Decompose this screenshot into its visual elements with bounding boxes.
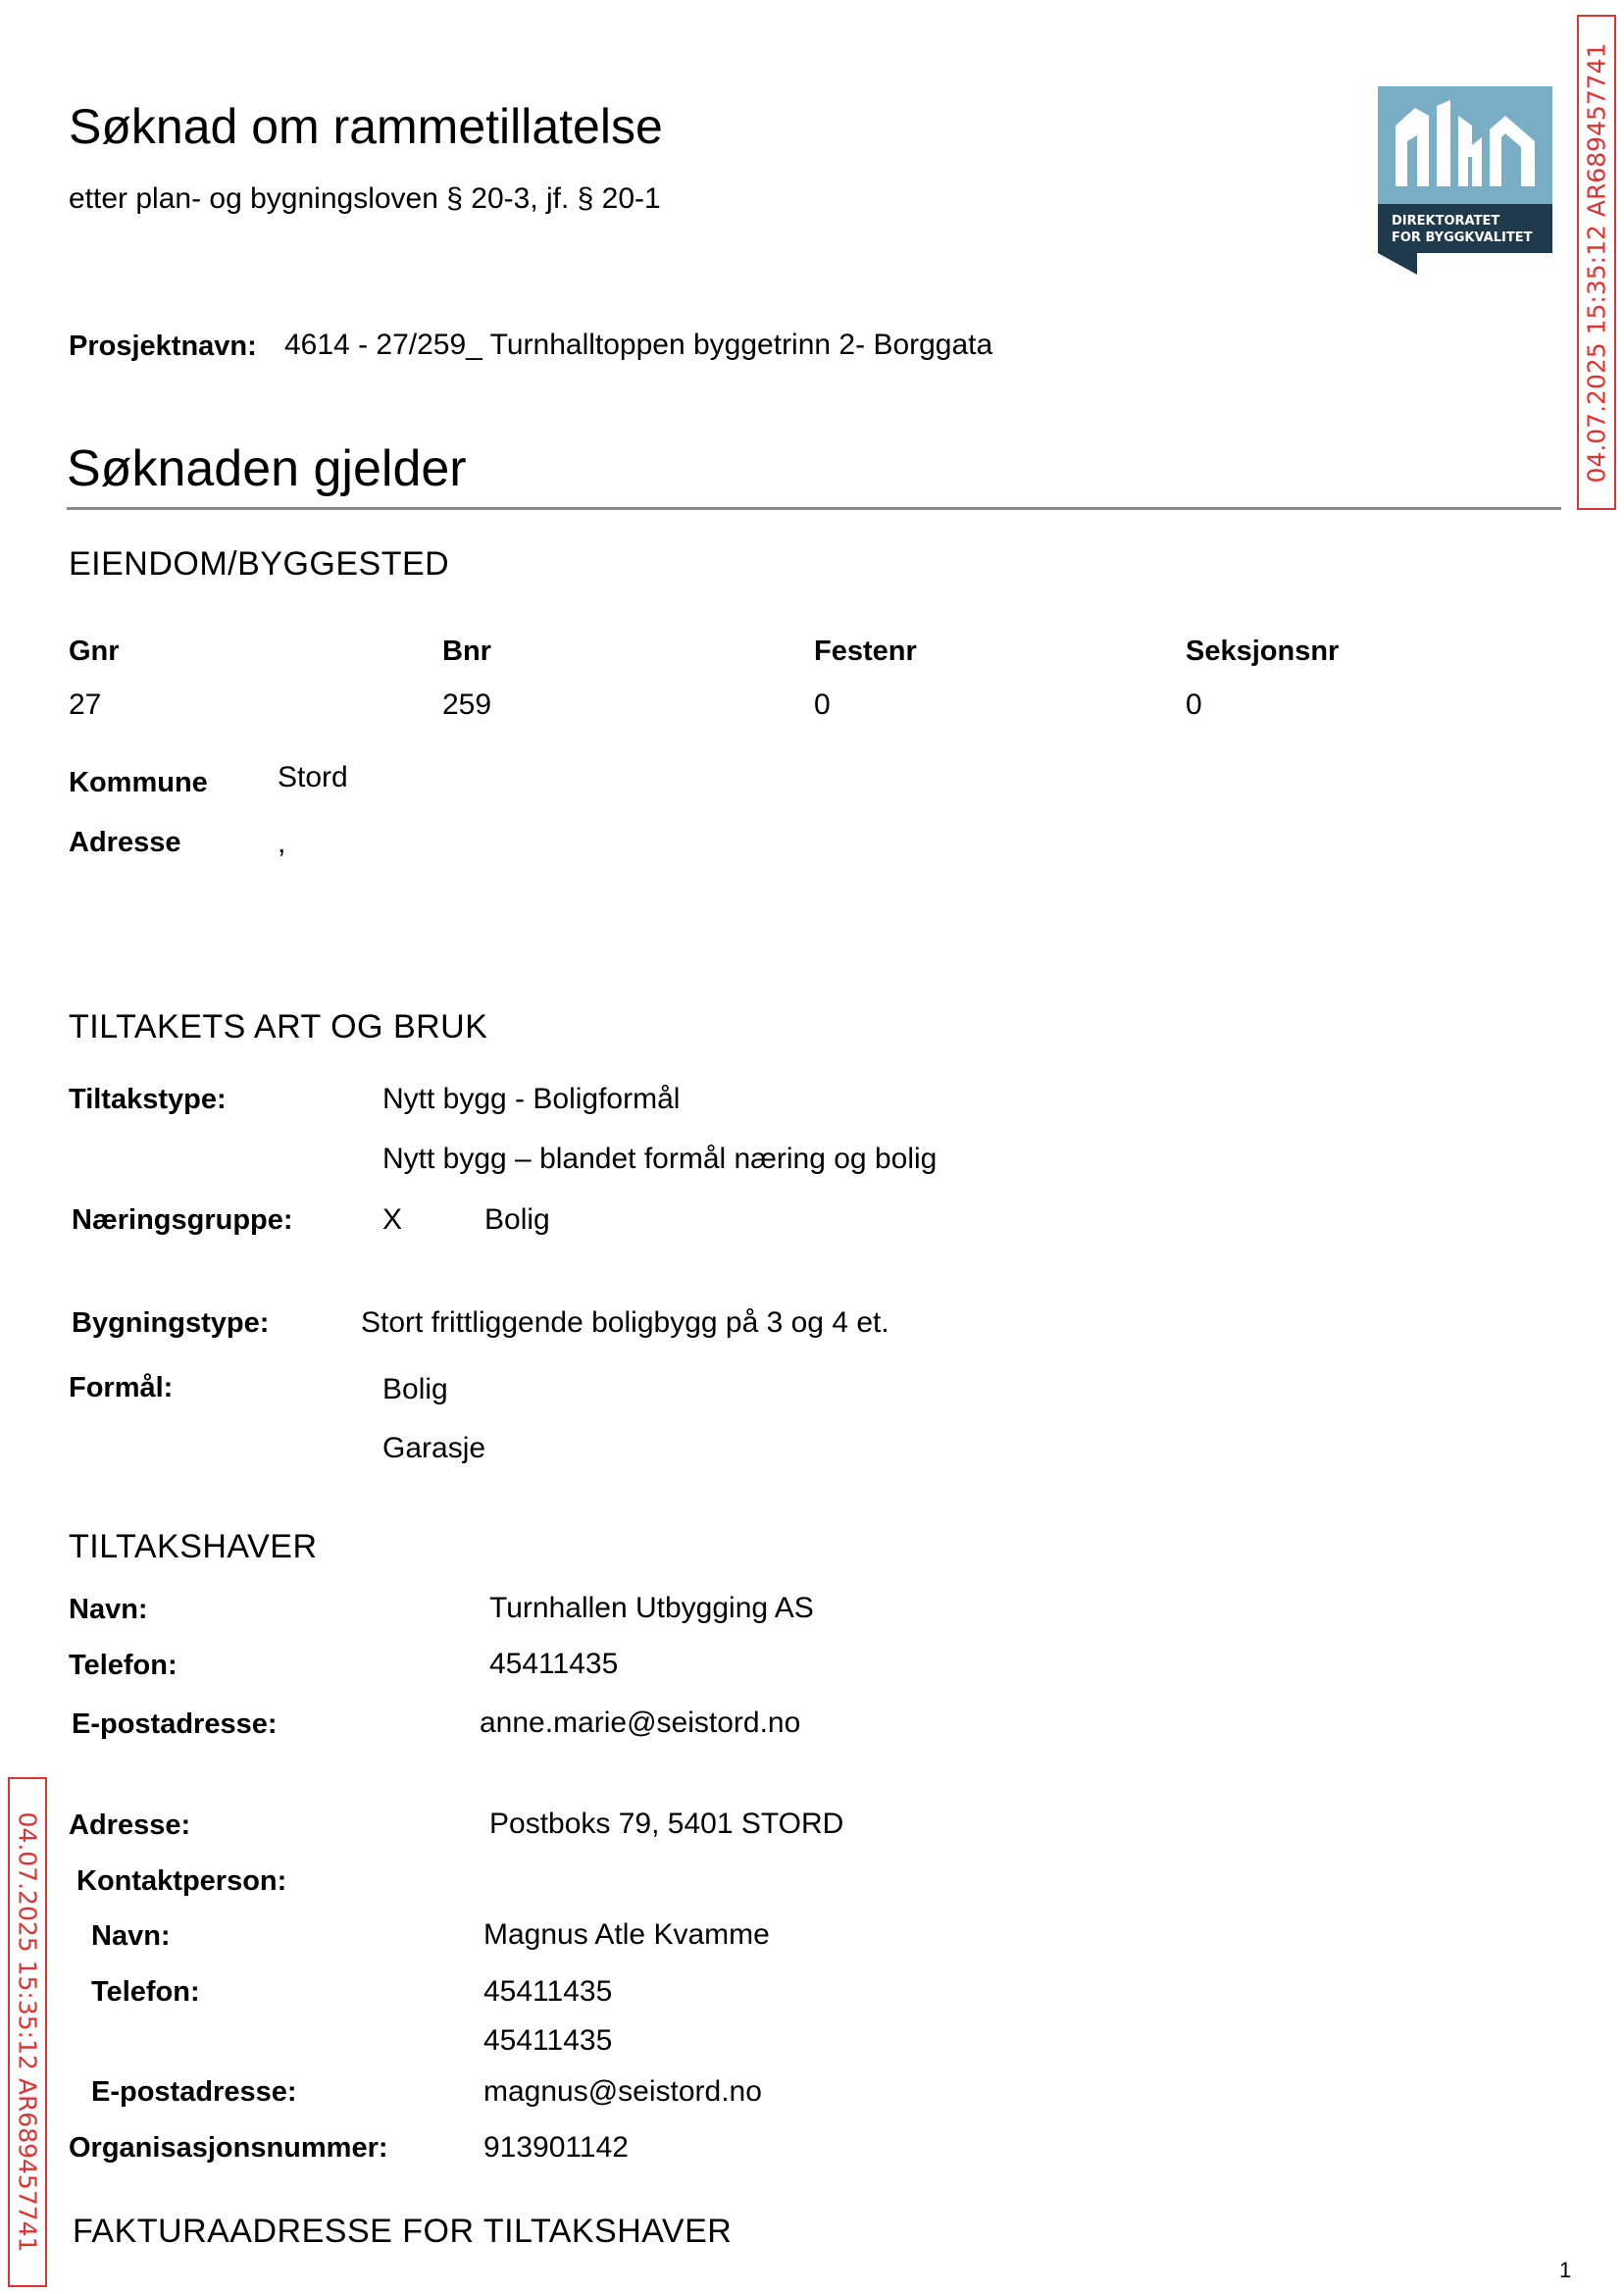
stamp-text-left: 04.07.2025 15:35:12 AR689457741 <box>13 1811 42 2253</box>
document-title: Søknad om rammetillatelse <box>69 99 663 154</box>
naeringsgruppe-value: Bolig <box>484 1203 550 1236</box>
section-heading-property: EIENDOM/BYGGESTED <box>69 545 450 583</box>
logo-text-line2: FOR BYGGKVALITET <box>1392 230 1533 245</box>
tiltakshaver-epost-value: anne.marie@seistord.no <box>480 1707 801 1739</box>
bygningstype-value: Stort frittliggende boligbygg på 3 og 4 et. <box>361 1306 889 1339</box>
orgnr-value: 913901142 <box>483 2131 629 2164</box>
bnr-value: 259 <box>442 688 492 721</box>
kontakt-telefon-value-2: 45411435 <box>483 2024 613 2057</box>
tiltakstype-value-1: Nytt bygg - Boligformål <box>382 1083 681 1115</box>
logo-text-line1: DIREKTORATET <box>1392 214 1500 229</box>
kontakt-navn-label: Navn: <box>91 1920 171 1952</box>
formal-value-2: Garasje <box>382 1432 486 1464</box>
orgnr-label: Organisasjonsnummer: <box>69 2132 388 2164</box>
document-subtitle: etter plan- og bygningsloven § 20-3, jf. § 20-1 <box>69 182 661 215</box>
tiltakstype-value-2: Nytt bygg – blandet formål næring og bolig <box>382 1143 938 1175</box>
kontakt-epost-label: E-postadresse: <box>91 2076 297 2108</box>
tiltakshaver-navn-label: Navn: <box>69 1594 148 1625</box>
festenr-value: 0 <box>814 688 831 721</box>
dibk-logo <box>1378 86 1552 279</box>
section-heading-tiltak: TILTAKETS ART OG BRUK <box>69 1008 488 1045</box>
naeringsgruppe-code: X <box>382 1203 403 1236</box>
stamp-text-right: 04.07.2025 15:35:12 AR689457741 <box>1582 42 1611 483</box>
kommune-label: Kommune <box>69 767 208 798</box>
bnr-label: Bnr <box>442 636 491 667</box>
bygningstype-label: Bygningstype: <box>72 1307 270 1339</box>
project-value: 4614 - 27/259_ Turnhalltoppen byggetrinn 2- Borggata <box>284 329 993 361</box>
kontaktperson-label: Kontaktperson: <box>76 1865 287 1897</box>
kommune-value: Stord <box>278 761 348 793</box>
section-heading-faktura: FAKTURAADRESSE FOR TILTAKSHAVER <box>73 2213 733 2250</box>
kontakt-telefon-label: Telefon: <box>91 1976 200 2008</box>
kontakt-epost-value: magnus@seistord.no <box>483 2075 762 2108</box>
tiltakshaver-navn-value: Turnhallen Utbygging AS <box>489 1592 814 1624</box>
project-label: Prosjektnavn: <box>69 331 257 362</box>
seksjonsnr-label: Seksjonsnr <box>1186 636 1340 667</box>
naeringsgruppe-label: Næringsgruppe: <box>72 1204 293 1236</box>
adresse-value: , <box>278 827 286 859</box>
gnr-value: 27 <box>69 688 102 721</box>
heading-divider <box>67 507 1561 510</box>
festenr-label: Festenr <box>814 636 917 667</box>
timestamp-stamp-left <box>8 1777 47 2287</box>
tiltakshaver-telefon-label: Telefon: <box>69 1650 178 1681</box>
tiltakshaver-telefon-value: 45411435 <box>489 1648 619 1680</box>
gnr-label: Gnr <box>69 636 120 667</box>
tiltakshaver-epost-label: E-postadresse: <box>72 1708 278 1740</box>
section-heading-tiltakshaver: TILTAKSHAVER <box>69 1528 318 1565</box>
adresse-label: Adresse <box>69 827 181 858</box>
tiltakshaver-adresse-value: Postboks 79, 5401 STORD <box>489 1808 844 1840</box>
main-heading: Søknaden gjelder <box>67 440 467 497</box>
formal-label: Formål: <box>69 1372 174 1403</box>
tiltakstype-label: Tiltakstype: <box>69 1084 227 1115</box>
page-number: 1 <box>1559 2258 1572 2282</box>
formal-value-1: Bolig <box>382 1373 448 1405</box>
building-logo-icon <box>1378 86 1552 279</box>
kontakt-navn-value: Magnus Atle Kvamme <box>483 1918 770 1951</box>
kontakt-telefon-value-1: 45411435 <box>483 1975 613 2008</box>
seksjonsnr-value: 0 <box>1186 688 1202 721</box>
tiltakshaver-adresse-label: Adresse: <box>69 1810 191 1841</box>
timestamp-stamp-right <box>1577 15 1616 510</box>
